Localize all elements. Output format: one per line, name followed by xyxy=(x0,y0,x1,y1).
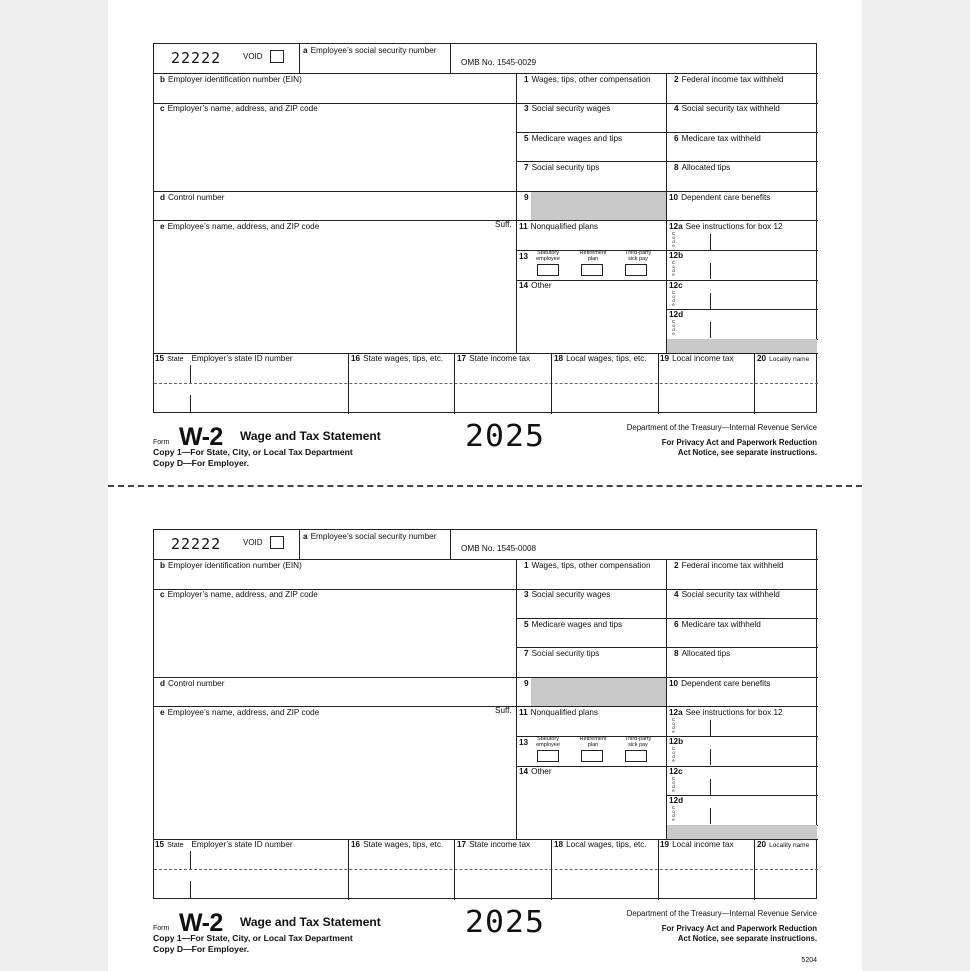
tax-year: 2025 xyxy=(465,905,546,940)
form-code: 22222 xyxy=(171,49,222,67)
box8-label: 8 Allocated tips xyxy=(674,163,731,172)
box20-label: 20 Locality name xyxy=(757,354,810,363)
box12a-label: 12a See instructions for box 12 xyxy=(669,708,783,717)
box9-label: 9 xyxy=(524,679,529,688)
form-number: 5204 xyxy=(801,957,817,964)
box9-shaded xyxy=(531,678,666,706)
box2-label: 2 Federal income tax withheld xyxy=(674,561,784,570)
box5-label: 5 Medicare wages and tips xyxy=(524,620,623,629)
box-b-label: b Employer identification number (EIN) xyxy=(160,561,302,570)
box18-label: 18 Local wages, tips, etc. xyxy=(554,840,647,849)
omb-number: OMB No. 1545-0008 xyxy=(461,544,537,553)
void-checkbox[interactable] xyxy=(270,536,284,549)
form-name: W-2 xyxy=(179,909,223,937)
box4-label: 4 Social security tax withheld xyxy=(674,104,780,113)
box12b-label: 12b xyxy=(669,737,684,746)
box15-label: 15 State Employer’s state ID number xyxy=(155,354,293,363)
retirement-label: Retirement plan xyxy=(579,736,607,748)
retirement-checkbox[interactable] xyxy=(581,264,603,276)
omb-number: OMB No. 1545-0029 xyxy=(461,58,537,67)
box10-label: 10 Dependent care benefits xyxy=(669,193,771,202)
box12c-label: 12c xyxy=(669,767,683,776)
box12c-label: 12c xyxy=(669,281,683,290)
box-e-label: e Employee’s name, address, and ZIP code xyxy=(160,708,320,717)
box4-label: 4 Social security tax withheld xyxy=(674,590,780,599)
box12a-label: 12a See instructions for box 12 xyxy=(669,222,783,231)
box15-label: 15 State Employer’s state ID number xyxy=(155,840,293,849)
box1-label: 1 Wages, tips, other compensation xyxy=(524,75,651,84)
statutory-checkbox[interactable] xyxy=(537,750,559,762)
privacy-notice: For Privacy Act and Paperwork Reduction Act Notice, see separate instructions. xyxy=(661,924,817,943)
box-a-label: a Employee’s social security number xyxy=(303,532,437,541)
department-text: Department of the Treasury—Internal Revenue Service xyxy=(626,423,817,432)
box9-shaded xyxy=(531,192,666,220)
form-title: Wage and Tax Statement xyxy=(240,915,381,929)
code-vertical-d: C o d e xyxy=(671,319,676,336)
box20-label: 20 Locality name xyxy=(757,840,810,849)
thirdparty-checkbox[interactable] xyxy=(625,750,647,762)
tax-year: 2025 xyxy=(465,419,546,454)
department-text: Department of the Treasury—Internal Revenue Service xyxy=(626,909,817,918)
void-checkbox[interactable] xyxy=(270,50,284,63)
statutory-label: Statutory employee xyxy=(536,736,560,748)
code-vertical-b: C o d e xyxy=(671,746,676,763)
box12-shaded xyxy=(667,339,817,353)
code-vertical-a: C o d e xyxy=(671,717,676,734)
box1-label: 1 Wages, tips, other compensation xyxy=(524,561,651,570)
form-word: Form xyxy=(153,439,170,446)
box12d-label: 12d xyxy=(669,310,684,319)
box-c-label: c Employer’s name, address, and ZIP code xyxy=(160,590,318,599)
box2-label: 2 Federal income tax withheld xyxy=(674,75,784,84)
w2-form-bottom xyxy=(153,529,817,964)
box11-label: 11 Nonqualified plans xyxy=(519,708,599,717)
perforation-line xyxy=(108,485,862,487)
statutory-label: Statutory employee xyxy=(536,250,560,262)
w2-form-top xyxy=(153,43,817,473)
retirement-label: Retirement plan xyxy=(579,250,607,262)
retirement-checkbox[interactable] xyxy=(581,750,603,762)
box12d-label: 12d xyxy=(669,796,684,805)
thirdparty-label: Third-party sick pay xyxy=(624,250,652,262)
form-word: Form xyxy=(153,925,170,932)
code-vertical-b: C o d e xyxy=(671,260,676,277)
box13-label: 13 xyxy=(519,252,529,261)
box6-label: 6 Medicare tax withheld xyxy=(674,134,761,143)
box9-label: 9 xyxy=(524,193,529,202)
box-b-label: b Employer identification number (EIN) xyxy=(160,75,302,84)
box13-label: 13 xyxy=(519,738,529,747)
suffix-label: Suff. xyxy=(495,220,512,229)
box18-label: 18 Local wages, tips, etc. xyxy=(554,354,647,363)
box14-label: 14 Other xyxy=(519,767,552,776)
form-title: Wage and Tax Statement xyxy=(240,429,381,443)
box3-label: 3 Social security wages xyxy=(524,104,611,113)
box-a-label: a Employee’s social security number xyxy=(303,46,437,55)
box17-label: 17 State income tax xyxy=(457,354,531,363)
code-vertical-a: C o d e xyxy=(671,231,676,248)
copy-designation: Copy 1—For State, City, or Local Tax Department Copy D—For Employer. xyxy=(153,933,353,954)
box-d-label: d Control number xyxy=(160,193,225,202)
box17-label: 17 State income tax xyxy=(457,840,531,849)
box-e-label: e Employee’s name, address, and ZIP code xyxy=(160,222,320,231)
code-vertical-d: C o d e xyxy=(671,805,676,822)
code-vertical-c: C o d e xyxy=(671,776,676,793)
box7-label: 7 Social security tips xyxy=(524,163,600,172)
box11-label: 11 Nonqualified plans xyxy=(519,222,599,231)
box3-label: 3 Social security wages xyxy=(524,590,611,599)
void-label: VOID xyxy=(243,538,263,547)
form-name: W-2 xyxy=(179,423,223,451)
box8-label: 8 Allocated tips xyxy=(674,649,731,658)
thirdparty-label: Third-party sick pay xyxy=(624,736,652,748)
void-label: VOID xyxy=(243,52,263,61)
privacy-notice: For Privacy Act and Paperwork Reduction Act Notice, see separate instructions. xyxy=(661,438,817,457)
box5-label: 5 Medicare wages and tips xyxy=(524,134,623,143)
box10-label: 10 Dependent care benefits xyxy=(669,679,771,688)
form-code: 22222 xyxy=(171,535,222,553)
copy-designation: Copy 1—For State, City, or Local Tax Department Copy D—For Employer. xyxy=(153,447,353,468)
box12b-label: 12b xyxy=(669,251,684,260)
box19-label: 19 Local income tax xyxy=(660,840,734,849)
box-c-label: c Employer’s name, address, and ZIP code xyxy=(160,104,318,113)
box12-shaded xyxy=(667,825,817,839)
code-vertical-c: C o d e xyxy=(671,290,676,307)
thirdparty-checkbox[interactable] xyxy=(625,264,647,276)
box-d-label: d Control number xyxy=(160,679,225,688)
statutory-checkbox[interactable] xyxy=(537,264,559,276)
box6-label: 6 Medicare tax withheld xyxy=(674,620,761,629)
box16-label: 16 State wages, tips, etc. xyxy=(351,354,444,363)
box14-label: 14 Other xyxy=(519,281,552,290)
box7-label: 7 Social security tips xyxy=(524,649,600,658)
suffix-label: Suff. xyxy=(495,706,512,715)
box19-label: 19 Local income tax xyxy=(660,354,734,363)
box16-label: 16 State wages, tips, etc. xyxy=(351,840,444,849)
